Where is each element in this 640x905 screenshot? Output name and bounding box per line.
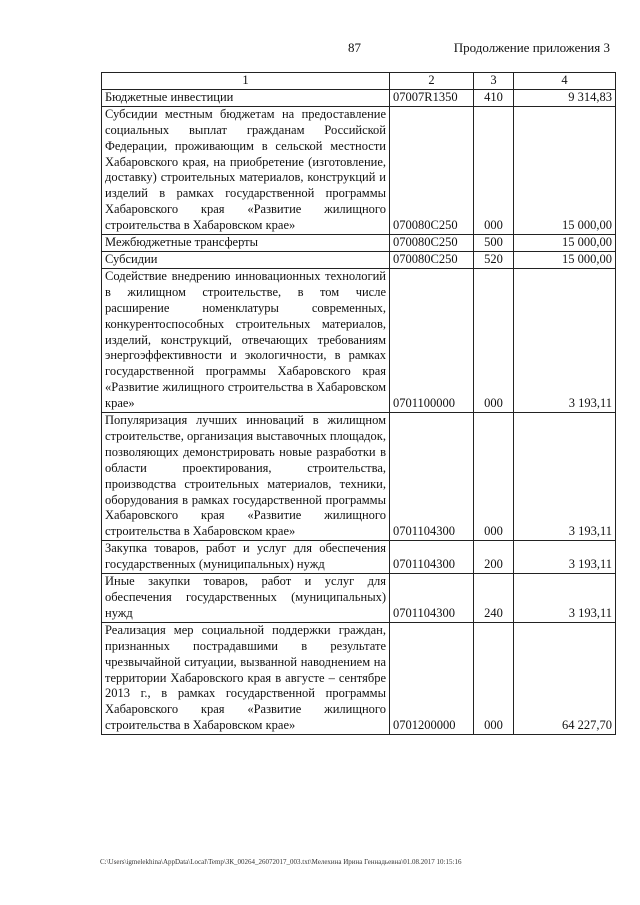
row-target-code: 070080С250 xyxy=(390,251,474,268)
appendix-continuation-label: Продолжение приложения 3 xyxy=(453,40,610,55)
row-target-code: 0701104300 xyxy=(390,574,474,623)
row-expense-type: 520 xyxy=(474,251,514,268)
row-amount: 15 000,00 xyxy=(514,235,616,252)
row-expense-type: 500 xyxy=(474,235,514,252)
row-expense-type: 000 xyxy=(474,622,514,734)
row-name: Иные закупки товаров, работ и услуг для обеспечения государственных (муниципальных) нужд xyxy=(102,574,390,623)
row-name: Реализация мер социальной поддержки граждан, признанных пострадавшими в результате чрезвычайной ситуации, вызванной наводнением на территории Хабаровского края в августе – сентябре 2013 г., в рамках государственной программы Хабаровского края «Развитие жилищного строительства в Хабаровском крае» xyxy=(102,622,390,734)
row-amount: 3 193,11 xyxy=(514,574,616,623)
file-path-footer: C:\Users\igmelekhina\AppData\Local\Temp\ЗК_00264_26072017_003.txt\Мелехина Ирина Геннадьевна\01.08.2017 10:15:16 xyxy=(100,858,462,866)
row-target-code: 070080С250 xyxy=(390,235,474,252)
row-target-code: 0701104300 xyxy=(390,413,474,541)
column-header: 1 xyxy=(102,73,390,90)
row-target-code: 070080С250 xyxy=(390,106,474,234)
row-name: Субсидии xyxy=(102,251,390,268)
page-number: 87 xyxy=(348,40,361,55)
table-row xyxy=(102,622,616,734)
table-row xyxy=(102,574,616,623)
row-name: Субсидии местным бюджетам на предоставление социальных выплат гражданам Российской Федерации, проживающим в сельской местности Хабаровского края, на приобретение (изготовление, доставку) строительных материалов, конструкций и изделий в рамках государственной программы Хабаровского края «Развитие жилищного строительства в Хабаровском крае» xyxy=(102,106,390,234)
row-name: Межбюджетные трансферты xyxy=(102,235,390,252)
row-expense-type: 000 xyxy=(474,106,514,234)
row-target-code: 07007R1350 xyxy=(390,89,474,106)
column-header: 3 xyxy=(474,73,514,90)
row-target-code: 0701200000 xyxy=(390,622,474,734)
row-name: Бюджетные инвестиции xyxy=(102,89,390,106)
row-expense-type: 000 xyxy=(474,413,514,541)
table-row xyxy=(102,235,616,252)
row-name: Популяризация лучших инноваций в жилищном строительстве, организация выставочных площадок, позволяющих демонстрировать новые разработки в области проектирования, строительства, производства строительных материалов, техники, оборудования в рамках государственной программы Хабаровского края «Развитие жилищного строительства в Хабаровском крае» xyxy=(102,413,390,541)
table-row xyxy=(102,268,616,412)
row-amount: 3 193,11 xyxy=(514,541,616,574)
column-header: 2 xyxy=(390,73,474,90)
row-target-code: 0701104300 xyxy=(390,541,474,574)
row-amount: 3 193,11 xyxy=(514,268,616,412)
row-amount: 64 227,70 xyxy=(514,622,616,734)
budget-table xyxy=(101,72,616,735)
table-row xyxy=(102,541,616,574)
table-row xyxy=(102,251,616,268)
row-name: Содействие внедрению инновационных технологий в жилищном строительстве, в том числе расширение номенклатуры современных, конкурентоспособных строительных материалов, изделий, конструкций, отвечающих требованиям энергоэффективности и экологичности, в рамках государственной программы Хабаровского края «Развитие жилищного строительства в Хабаровском крае» xyxy=(102,268,390,412)
table-row xyxy=(102,106,616,234)
row-expense-type: 000 xyxy=(474,268,514,412)
row-name: Закупка товаров, работ и услуг для обеспечения государственных (муниципальных) нужд xyxy=(102,541,390,574)
row-expense-type: 410 xyxy=(474,89,514,106)
table-row xyxy=(102,413,616,541)
table-header-row xyxy=(102,73,616,90)
row-amount: 9 314,83 xyxy=(514,89,616,106)
table-row xyxy=(102,89,616,106)
row-amount: 3 193,11 xyxy=(514,413,616,541)
column-header: 4 xyxy=(514,73,616,90)
row-amount: 15 000,00 xyxy=(514,106,616,234)
row-target-code: 0701100000 xyxy=(390,268,474,412)
row-expense-type: 240 xyxy=(474,574,514,623)
row-amount: 15 000,00 xyxy=(514,251,616,268)
row-expense-type: 200 xyxy=(474,541,514,574)
